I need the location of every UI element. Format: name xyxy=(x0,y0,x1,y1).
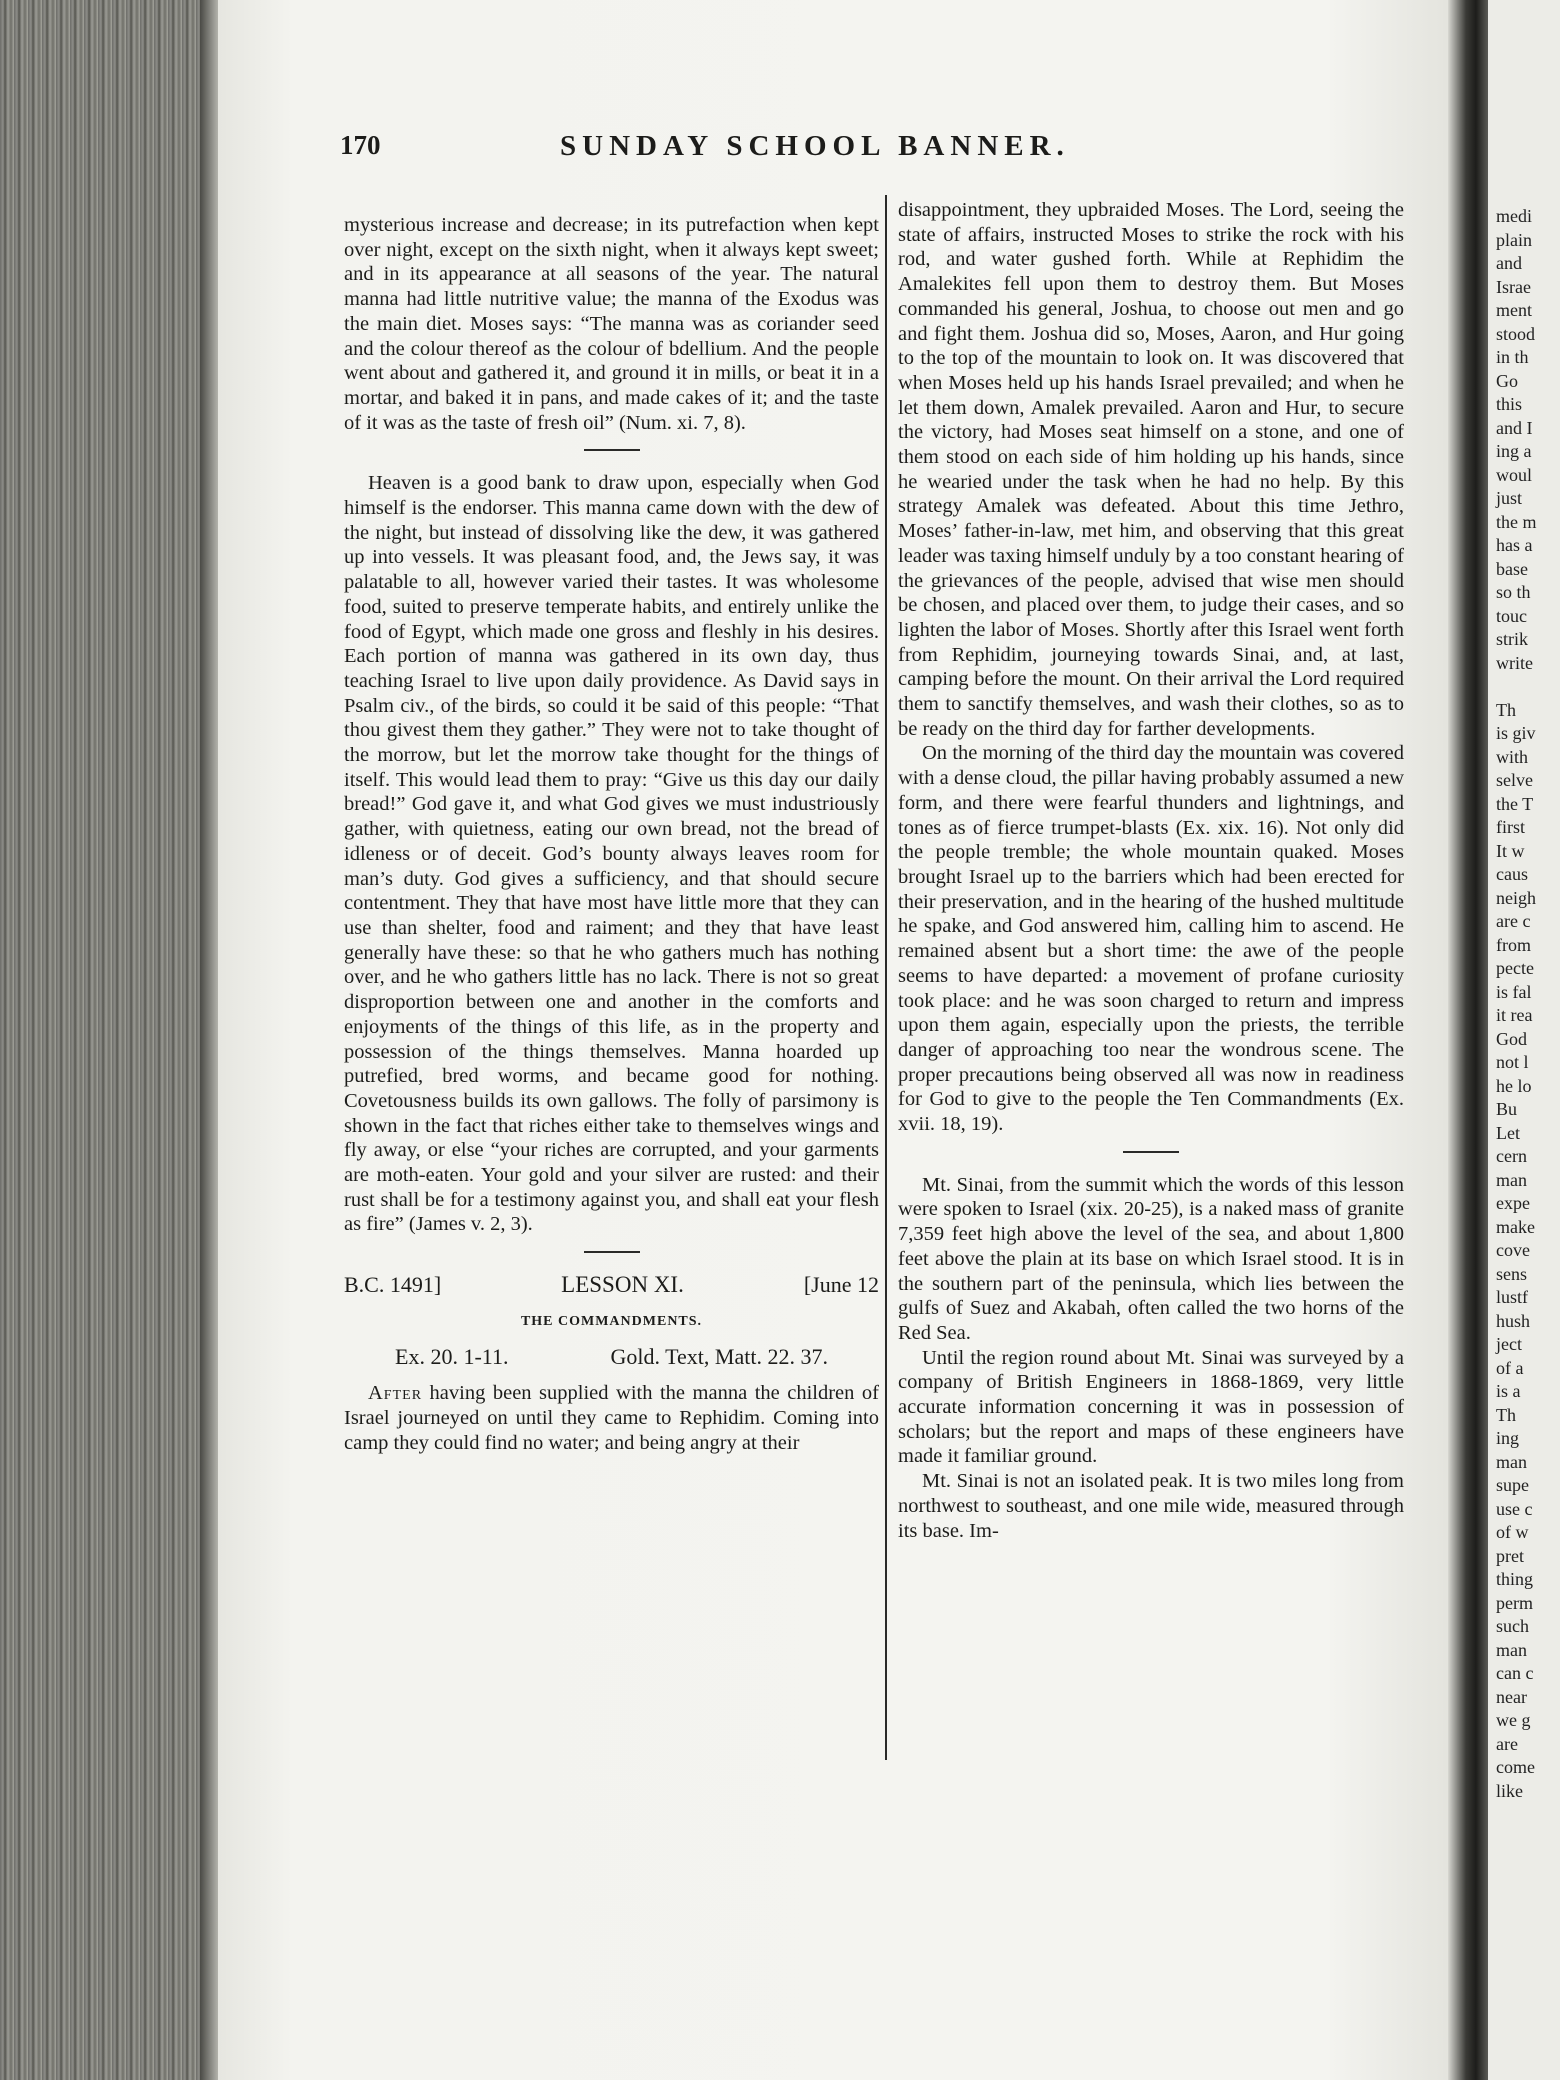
left-column xyxy=(344,213,879,1455)
facing-page-line: ing xyxy=(1496,1428,1520,1448)
lesson-heading xyxy=(344,1273,879,1298)
facing-page-line: hush xyxy=(1496,1310,1531,1331)
facing-page-line: not l xyxy=(1496,1052,1529,1072)
facing-page-line: just xyxy=(1496,488,1523,508)
facing-page-line: man xyxy=(1496,1451,1527,1472)
facing-page-line: the m xyxy=(1496,511,1537,532)
facing-page-line: stood xyxy=(1496,323,1536,344)
facing-page-line: strik xyxy=(1496,629,1529,649)
facing-page-line xyxy=(1488,675,1560,699)
page-header xyxy=(340,130,1170,170)
facing-page-line: expe xyxy=(1496,1193,1530,1213)
facing-page-line: write xyxy=(1496,652,1533,673)
facing-page-line: lustf xyxy=(1496,1287,1529,1307)
facing-page-line: are xyxy=(1496,1733,1518,1754)
facing-page-line: the T xyxy=(1496,793,1534,814)
facing-page-line: and I xyxy=(1496,417,1533,438)
lesson-date-left: B.C. 1491] xyxy=(344,1272,442,1298)
facing-page-line: he lo xyxy=(1496,1075,1532,1096)
lesson-title: THE COMMANDMENTS. xyxy=(520,1313,703,1329)
facing-page-line: Bu xyxy=(1496,1099,1518,1119)
facing-page-line: Th xyxy=(1496,699,1516,720)
facing-page-line: is a xyxy=(1496,1381,1521,1401)
page-gutter xyxy=(1448,0,1488,2080)
paragraph: Mt. Sinai is not an isolated peak. It is two miles long from northwest to southeast, and one mile wide, measured through its base. Im- xyxy=(898,1470,1404,1542)
facing-page-line: God xyxy=(1496,1028,1527,1049)
facing-page-line: is giv xyxy=(1496,723,1536,743)
facing-page-line: ing a xyxy=(1496,441,1532,461)
facing-page-line: woul xyxy=(1496,464,1532,485)
book-binding xyxy=(0,0,218,2080)
facing-page-line: caus xyxy=(1496,864,1528,884)
facing-page-line: selve xyxy=(1496,770,1533,790)
right-column xyxy=(898,198,1404,1543)
facing-page-line: medi xyxy=(1496,206,1532,226)
facing-page-line: is fal xyxy=(1496,981,1532,1002)
facing-page-line: make xyxy=(1496,1216,1535,1237)
facing-page-line: Th xyxy=(1496,1404,1516,1425)
facing-page-line: base xyxy=(1496,558,1528,579)
facing-page-line: sens xyxy=(1496,1263,1527,1284)
facing-page-line: such xyxy=(1496,1616,1529,1636)
facing-page-edge xyxy=(1488,0,1560,2080)
column-divider xyxy=(885,195,887,1760)
lesson-number: LESSON XI. xyxy=(561,1272,684,1298)
facing-page-line: can c xyxy=(1496,1663,1534,1683)
facing-page-line: so th xyxy=(1496,582,1531,602)
facing-page-line: from xyxy=(1496,934,1531,955)
facing-page-line: neigh xyxy=(1496,887,1536,908)
paragraph: Mt. Sinai, from the summit which the words of this lesson were spoken to Israel (xix. 20-25), is a naked mass of granite 7,359 feet high above the level of the sea, and about 1,800 feet above the plain at its base on which Israel stood. It is in the southern part of the peninsula, which lies between the gulfs of Suez and Akabah, often called the two horns of the Red Sea. xyxy=(898,1173,1404,1344)
facing-page-line: man xyxy=(1496,1639,1527,1660)
golden-text: Gold. Text, Matt. 22. 37. xyxy=(610,1343,828,1369)
facing-page-line: pret xyxy=(1496,1545,1524,1566)
facing-page-line: cove xyxy=(1496,1240,1530,1260)
paragraph: Heaven is a good bank to draw upon, especially when God himself is the endorser. This manna came down with the dew of the night, but instead of dissolving like the dew, it was gathered up into vessels. It was pleasant food, and, the Jews say, it was palatable to all, however varied their tastes. It was wholesome food, suited to preserve temperate habits, and entirely unlike the food of Egypt, which made one gross and fleshly in his desires. Each portion of manna was gathered in its own day, thus teaching Israel to live upon daily providence. As David says in Psalm civ., of the birds, so could it be said of this people: “That thou givest them they gather.” They were not to take thought of the morrow, but let the morrow take thought for the things of itself. This would lead them to pray: “Give us this day our daily bread!” God gave it, and what God gives we must industriously gather, with quietness, eating our own bread, not the bread of idleness or of deceit. God’s bounty always leaves room for man’s duty. God gives a sufficiency, and that should secure contentment. They that have most have little more that they can use than shelter, food and raiment; and they that have least generally have these: so that he who gathers much has nothing over, and he who gathers little has no lack. There is not so great disproportion between one and another in the comforts and enjoyments of the things of this life, as in the property and possession of the things themselves. Manna hoarded up putrefied, bred worms, and became good for nothing. Covetousness builds its own gallows. The folly of parsimony is shown in the fact that riches either take to themselves wings and fly away, or else “your riches are corrupted, and your garments are moth-eaten. Your gold and your silver are rusted: and their rust shall be for a testimony against you, and shall eat your flesh as fire” (James v. 2, 3). xyxy=(344,472,879,1236)
facing-page-line: has a xyxy=(1496,535,1533,555)
facing-page-line: man xyxy=(1496,1169,1527,1190)
section-rule xyxy=(584,1251,640,1253)
lesson-date-right: [June 12 xyxy=(803,1272,879,1298)
facing-page-line: Israe xyxy=(1496,276,1531,297)
paragraph: mysterious increase and decrease; in its putrefaction when kept over night, except on the sixth night, when it always kept sweet; and in its appearance at all seasons of the year. The natural manna had little nutritive value; the manna of the Exodus was the main diet. Moses says: “The manna was as coriander seed and the colour thereof as the colour of bdellium. And the people went about and gathered it, and ground it in mills, or beat it in a mortar, and baked it in pans, and made cakes of it; and the taste of it was as the taste of fresh oil” (Num. xi. 7, 8). xyxy=(344,214,879,434)
facing-page-line: we g xyxy=(1496,1710,1531,1730)
facing-page-line: come xyxy=(1496,1757,1535,1777)
paragraph: On the morning of the third day the mountain was covered with a dense cloud, the pillar having probably assumed a new form, and there were fearful thunders and lightnings, and tones as of fierce trumpet-blasts (Ex. xix. 16). Not only did the people tremble; the whole mountain quaked. Moses brought Israel up to the barriers which had been erected for their preservation, and in the hearing of the hushed multitude he spake, and God answered him, calling him to ascend. He remained absent but a short time: the awe of the people seems to have departed: a movement of profane curiosity took place: and he was soon charged to return and impress upon them again, especially upon the priests, the terrible danger of approaching too near the wondrous scene. The proper precautions being observed all was now in readiness for God to give to the people the Ten Commandments (Ex. xvii. 18, 19). xyxy=(898,742,1404,1136)
facing-page-line: are c xyxy=(1496,911,1531,931)
facing-page-line: ject xyxy=(1496,1334,1522,1354)
facing-page-line: plain xyxy=(1496,229,1532,250)
section-rule xyxy=(1123,1151,1179,1153)
facing-page-line: near xyxy=(1496,1686,1527,1707)
paragraph-text: having been supplied with the manna the children of Israel journeyed on until they came to Rephidim. Coming into camp they could find no water; and being angry at their xyxy=(344,1382,879,1454)
facing-page-line: touc xyxy=(1496,605,1527,626)
paragraph xyxy=(344,1381,879,1455)
facing-page-line: ment xyxy=(1496,300,1532,320)
facing-page-line: in th xyxy=(1496,347,1529,367)
facing-page-line: supe xyxy=(1496,1475,1529,1495)
facing-page-line: Let xyxy=(1496,1122,1520,1143)
facing-page-line: of w xyxy=(1496,1522,1529,1542)
facing-page-line: with xyxy=(1496,746,1529,767)
facing-page-line: use c xyxy=(1496,1498,1533,1519)
running-title: SUNDAY SCHOOL BANNER. xyxy=(560,130,1070,162)
facing-page-line: cern xyxy=(1496,1146,1527,1166)
facing-page-line: thing xyxy=(1496,1569,1534,1589)
paragraph: disappointment, they upbraided Moses. The Lord, seeing the state of affairs, instructed Moses to strike the rock with his rod, and water gushed forth. While at Rephidim the Amalekites fell upon them to destroy them. But Moses commanded his general, Joshua, to choose out men and go and fight them. Joshua did so, Moses, Aaron, and Hur going to the top of the mountain to look on. It was discovered that when Moses held up his hands Israel prevailed; and when he let them down, Amalek prevailed. Aaron and Hur, to secure the victory, had Moses seat himself on a stone, and one of them stood on each side of him holding up his hands, since he wearied under the task when he had no help. By this strategy Amalek was defeated. About this time Jethro, Moses’ father-in-law, met him, and observing that this great leader was taxing himself unduly by a too constant hearing of the grievances of the people, advised that wise men should be chosen, and placed over them, to judge their cases, and so lighten the labor of Moses. Shortly after this Israel went forth from Rephidim, journeying towards Sinai, and, at last, camping before the mount. On their arrival the Lord required them to sanctify themselves, and wash their clothes, so as to be ready on the third day for farther developments. xyxy=(898,199,1404,740)
section-rule xyxy=(584,449,640,451)
paragraph: Until the region round about Mt. Sinai was surveyed by a company of British Engineers in 1868-1869, very little accurate information concerning it was in possession of scholars; but the report and maps of these engineers have made it familiar ground. xyxy=(898,1346,1404,1468)
facing-page-text xyxy=(1488,0,1560,1803)
facing-page-line: it rea xyxy=(1496,1005,1533,1025)
facing-page-line: pecte xyxy=(1496,958,1534,978)
scripture-reference: Ex. 20. 1-11. xyxy=(395,1343,509,1369)
lead-word: After xyxy=(368,1382,423,1405)
facing-page-line: of a xyxy=(1496,1357,1524,1378)
facing-page-line: this xyxy=(1496,394,1523,414)
facing-page-line: Go xyxy=(1496,370,1518,391)
facing-page-line: perm xyxy=(1496,1592,1533,1613)
lesson-references xyxy=(344,1345,879,1370)
page-number: 170 xyxy=(340,130,381,160)
facing-page-line: like xyxy=(1496,1780,1523,1801)
facing-page-line: It w xyxy=(1496,840,1525,861)
facing-page-line: first xyxy=(1496,817,1525,837)
facing-page-line: and xyxy=(1496,253,1522,273)
